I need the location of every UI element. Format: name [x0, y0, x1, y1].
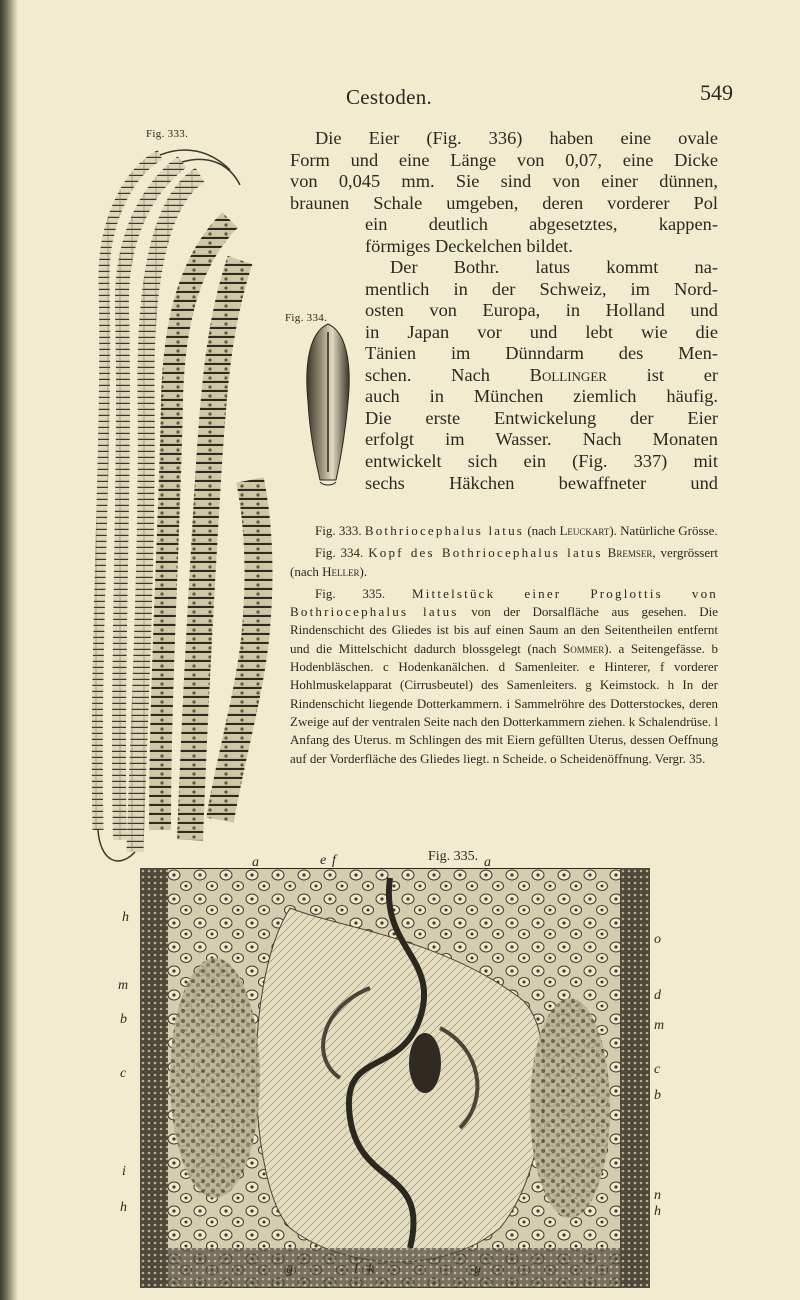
fig335-label-a: a — [252, 855, 259, 870]
caption-text: ). Natürliche Grösse. — [609, 523, 718, 538]
fig335-label-h: h — [654, 1204, 661, 1219]
fig335-label-b: b — [120, 1012, 127, 1027]
fig335-label-d: d — [654, 988, 661, 1003]
fig335-title: Fig. 335. — [428, 849, 479, 864]
caption-fig-number: Fig. 335. — [315, 585, 386, 601]
caption-species: Mittelstück einer Proglottis von Bothriocephalus latus — [290, 585, 718, 620]
fig335-label-i: i — [122, 1164, 126, 1179]
fig335-label-m: m — [118, 978, 129, 993]
body-line — [365, 365, 718, 387]
figure-captions — [290, 522, 718, 772]
body-line: Form und eine Länge von 0,07, eine Dicke — [290, 149, 718, 170]
body-paragraph-upper — [290, 128, 718, 214]
page-number: 549 — [700, 80, 733, 105]
body-line: entwickelt sich ein (Fig. 337) mit — [365, 451, 718, 472]
body-line: Tänien im Dünndarm des Men- — [365, 343, 718, 364]
fig335-label-l: l — [354, 1262, 358, 1277]
fig334-label: Fig. 334. — [285, 312, 328, 324]
fig335-label-b: b — [654, 1088, 661, 1103]
body-line: sechs Häkchen bewaffneter und — [365, 472, 718, 493]
body-line: braunen Schale umgeben, deren vorderer Pol — [290, 192, 718, 213]
body-line: Der Bothr. latus kommt na- — [390, 257, 718, 278]
body-line: auch in München ziemlich häufig. — [365, 386, 718, 407]
fig335-label-o: o — [654, 932, 661, 947]
body-line: Die erste Entwickelung der Eier — [365, 407, 718, 428]
caption-text: ). — [359, 563, 368, 579]
fig335-label-g: g — [286, 1262, 293, 1277]
running-head-title: Cestoden. — [346, 85, 433, 109]
caption-species: Kopf des Bothriocephalus latus — [368, 545, 603, 561]
caption-fig334 — [290, 544, 718, 581]
fig333-tapeworm-illustration — [90, 140, 295, 875]
body-fragment: ist er — [646, 364, 718, 385]
fig335-label-h: h — [120, 1200, 127, 1215]
body-fragment: schen. Nach — [365, 364, 490, 385]
fig335-proglottis-illustration — [140, 868, 650, 1288]
body-paragraph-lower — [365, 214, 718, 494]
fig335-label-a: a — [484, 855, 491, 870]
body-line: in Japan vor und lebt wie die — [365, 321, 718, 342]
caption-author: Bremser — [607, 545, 653, 561]
body-line: erfolgt im Wasser. Nach Monaten — [365, 429, 718, 450]
fig333-label: Fig. 333. — [146, 128, 189, 140]
body-line: von 0,045 mm. Sie sind von einer dünnen, — [290, 171, 718, 192]
fig335-label-m: m — [654, 1018, 665, 1033]
fig335-label-g: g — [474, 1262, 481, 1277]
book-binding-edge — [0, 0, 18, 1300]
fig335-label-e: e — [320, 853, 327, 868]
body-line: ein deutlich abgesetztes, kappen- — [365, 214, 718, 234]
caption-fig-number: Fig. 334. — [315, 545, 364, 561]
caption-author: Sommer — [563, 640, 605, 656]
caption-text: , vergrössert (nach — [290, 545, 719, 579]
author-name-bollinger: Bollinger — [529, 364, 607, 385]
caption-text: von der Dorsalfläche aus gesehen. Die Rindenschicht des Gliedes ist bis auf einen Saum an den Seitentheilen entfernt und die Mittelschicht dadurch blossgelegt (nach — [290, 604, 718, 656]
caption-fig335 — [290, 585, 718, 768]
fig335-label-h: h — [122, 910, 129, 925]
fig335-label-f: f — [332, 853, 336, 868]
caption-species: Bothriocephalus latus — [364, 523, 525, 538]
body-line: osten von Europa, in Holland und — [365, 300, 718, 321]
caption-author: Leuckart — [559, 523, 610, 538]
caption-author: Heller — [322, 563, 360, 579]
fig335-label-k: k — [368, 1262, 375, 1277]
caption-text: (nach — [527, 523, 557, 538]
caption-text: ). a Seitengefässe. b Hodenbläschen. c Hodenkanälchen. d Samenleiter. e Hinterer, f vorderer Hohlmuskelapparat (Cirrusbeutel) des Samenleiters. g Keimstock. h In der Rindenschicht liegende Dotterkammern. i Sammelröhre des Dotterstockes, deren Zweige auf der ventralen Seite nach den Dotterkammern ziehen. k Schalendrüse. l Anfang des Uterus. m Schlingen des mit Eiern gefüllten Uterus, dessen Oeffnung auf der Vorderfläche des Gliedes liegt. n Scheide. o Scheidenöffnung. Vergr. 35. — [290, 640, 719, 766]
caption-fig-number: Fig. 333. — [315, 523, 362, 538]
body-line: mentlich in der Schweiz, im Nord- — [365, 278, 718, 299]
fig335-label-c: c — [120, 1066, 127, 1081]
body-line: förmiges Deckelchen bildet. — [365, 235, 573, 256]
caption-fig333 — [290, 522, 718, 540]
fig335-label-n: n — [654, 1188, 661, 1203]
fig334-head-illustration — [298, 322, 358, 487]
fig335-label-c: c — [654, 1062, 661, 1077]
body-line: Die Eier (Fig. 336) haben eine ovale — [315, 128, 718, 148]
